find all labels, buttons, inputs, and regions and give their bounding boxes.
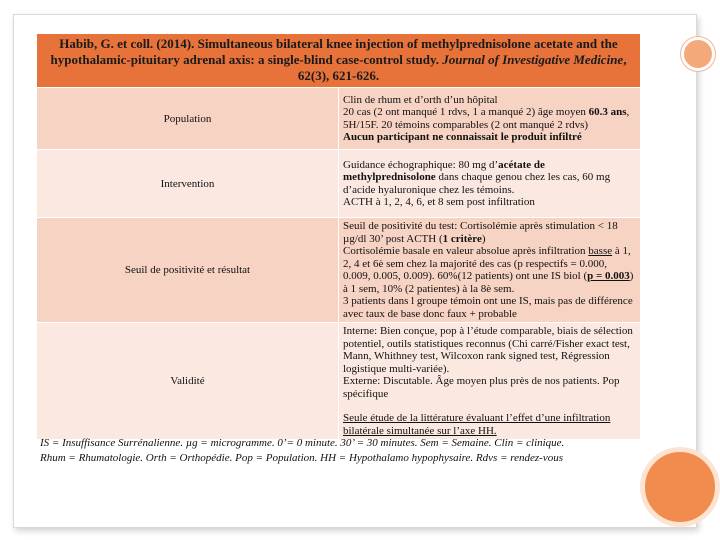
text-span-bold: 1 critère: [442, 232, 482, 245]
text-span-bold: 60.3 ans: [588, 106, 627, 118]
text-span: ): [481, 232, 486, 245]
text-line: Clin de rhum et d’orth d’un hôpital: [343, 93, 498, 106]
row-content: [339, 88, 641, 150]
footnote: [40, 436, 640, 466]
text-span: ) à 1 sem, 10% (2 patientes) à la 8è sem.: [343, 270, 634, 295]
footnote-line: Rhum = Rhumatologie. Orth = Orthopédie. Pop = Population. HH = Hypothalamo hypophysaire. Rdvs = rendez-vous: [40, 452, 563, 464]
text-line: [343, 159, 636, 197]
row-label: Intervention: [37, 150, 339, 218]
text-span: à 1, 2, 4 et 6è sem chez la majorité des cas (p respectifs = 0.000, 0.009, 0.005, 0.009). 60%(12 patients) ont une IS biol (: [343, 245, 631, 282]
text-line-underline: Seule étude de la littérature évaluant l’effet d’une infiltration bilatérale simultanée sur l’axe HH.: [343, 412, 611, 437]
text-line: [343, 245, 636, 295]
citation-text: Habib, G. et coll. (2014). Simultaneous bilateral knee injection of methylprednisolone acetate and the hypothalamic-pituitary adrenal axis: a single-blind case-control study.: [50, 36, 618, 67]
decorative-circle-small: [681, 37, 715, 71]
text-line: 3 patients dans l groupe témoin ont une IS, mais pas de différence avec taux de base donc faux + probable: [343, 295, 633, 320]
text-span-underline: basse: [588, 245, 613, 257]
row-label: Population: [37, 88, 339, 150]
row-label: Seuil de positivité et résultat: [37, 218, 339, 323]
header-row: [37, 34, 640, 88]
text-span: Seuil de positivité du test: Cortisolémie après stimulation < 18 µg/dl 30’ post ACTH (: [343, 220, 618, 245]
row-content: [339, 323, 641, 440]
journal-name: Journal of Investigative Medicine: [442, 52, 624, 67]
citation-header: [37, 34, 640, 88]
text-line: [343, 106, 636, 131]
text-span: dans chaque genou chez les cas, 60 mg d’acide hyaluronique chez les témoins.: [343, 171, 611, 196]
text-span: Guidance échographique: 80 mg d’: [343, 158, 499, 171]
decorative-circle-large: [640, 447, 720, 527]
text-line: Interne: Bien conçue, pop à l’étude comparable, biais de sélection potentiel, outils statistiques reconnus (Chi carré/Fisher exact test, Mann, Whithney test, Wilcoxon rank signed test, Régression logistique multi-variée).: [343, 325, 633, 375]
table-row-intervention: [37, 150, 640, 218]
citation-volume: , 62(3), 621-626.: [297, 52, 627, 83]
text-span: 20 cas (2 ont manqué 1 rdvs, 1 a manqué 2) âge moyen: [343, 106, 589, 118]
text-span: , 5H/15F. 20 témoins comparables (2 ont manqué 2 rdvs): [343, 106, 630, 131]
text-line: [343, 220, 636, 245]
table-row-population: [37, 88, 640, 150]
table-row-seuil: [37, 218, 640, 323]
row-content: [339, 218, 641, 323]
text-line: Externe: Discutable. Âge moyen plus près de nos patients. Pop spécifique: [343, 375, 620, 400]
row-content: [339, 150, 641, 218]
text-span: Cortisolémie basale en valeur absolue après infiltration: [343, 245, 589, 257]
footnote-line: IS = Insuffisance Surrénalienne. µg = microgramme. 0’= 0 minute. 30’ = 30 minutes. Sem = Semaine. Clin = clinique.: [40, 437, 565, 449]
text-line: ACTH à 1, 2, 4, 6, et 8 sem post infiltration: [343, 196, 535, 208]
text-line-bold: Aucun participant ne connaissait le produit infiltré: [343, 131, 582, 143]
study-summary-table: [37, 34, 640, 439]
text-span-bold: acétate de methylprednisolone: [343, 158, 545, 183]
row-label: Validité: [37, 323, 339, 440]
table-row-validite: [37, 323, 640, 440]
spacer: [343, 400, 636, 412]
text-span-bold: p = 0.003: [587, 270, 630, 282]
